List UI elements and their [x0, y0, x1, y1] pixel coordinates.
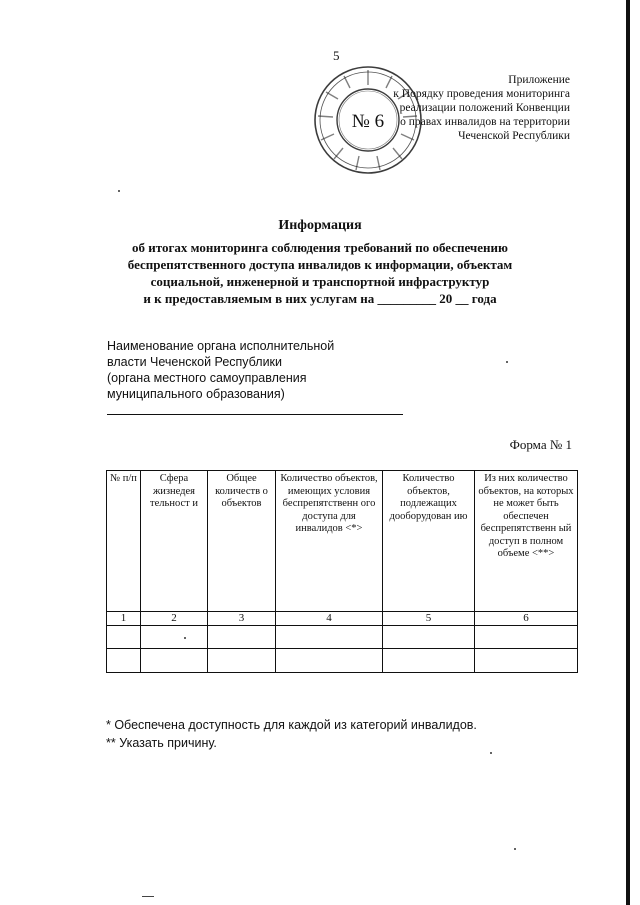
header-cell-total: Общее количеств о объектов — [208, 471, 276, 612]
subtitle-line: и к предоставляемым в них услугам на _________ 20 __ года — [143, 291, 497, 306]
organization-line: муниципального образования) — [107, 387, 285, 401]
organization-name-block — [107, 338, 334, 402]
footnotes — [106, 716, 477, 752]
stamp-number: № 6 — [351, 111, 385, 132]
table-cell — [141, 626, 208, 649]
scan-mark — [142, 896, 154, 897]
organization-line: Наименование органа исполнительной — [107, 339, 335, 353]
page-number: 5 — [333, 48, 340, 63]
document-subtitle — [0, 239, 640, 307]
form-number: Форма № 1 — [509, 437, 572, 452]
document-title: Информация — [278, 218, 362, 233]
table-cell — [276, 626, 383, 649]
table-row — [107, 626, 578, 649]
table-cell — [383, 626, 475, 649]
organization-line: власти Чеченской Республики — [107, 355, 283, 369]
scan-speck — [184, 637, 186, 639]
column-number: 1 — [107, 612, 141, 626]
column-number: 2 — [141, 612, 208, 626]
appendix-line: Приложение — [508, 74, 570, 86]
column-number: 6 — [475, 612, 578, 626]
header-cell-accessible: Количество объектов, имеющих условия беспрепятственн ого доступа для инвалидов <*> — [276, 471, 383, 612]
column-number-row — [107, 612, 578, 626]
subtitle-line: беспрепятственного доступа инвалидов к информации, объектам — [127, 257, 513, 272]
header-cell-number: № п/п — [107, 471, 141, 612]
organization-underline — [107, 414, 403, 415]
table-cell — [475, 626, 578, 649]
scan-speck — [506, 361, 508, 363]
scan-speck — [118, 190, 120, 192]
organization-line: (органа местного самоуправления — [107, 371, 307, 385]
footnote: ** Указать причину. — [106, 736, 217, 750]
table-cell — [475, 649, 578, 673]
appendix-line: к Порядку проведения мониторинга — [393, 88, 570, 100]
column-number: 4 — [276, 612, 383, 626]
appendix-line: реализации положений Конвенции — [399, 102, 570, 114]
table-cell — [383, 649, 475, 673]
scan-speck — [514, 848, 516, 850]
subtitle-line: социальной, инженерной и транспортной инфраструктур — [150, 274, 490, 289]
table-cell — [208, 626, 276, 649]
column-number: 3 — [208, 612, 276, 626]
header-cell-not-accessible: Из них количество объектов, на которых не может быть обеспечен беспрепятственн ый доступ в полном объеме <**> — [475, 471, 578, 612]
table-row — [107, 649, 578, 673]
scan-speck — [490, 752, 492, 754]
appendix-line: Чеченской Республики — [458, 130, 570, 142]
table-cell — [107, 626, 141, 649]
footnote: * Обеспечена доступность для каждой из категорий инвалидов. — [106, 718, 477, 732]
appendix-note — [393, 73, 570, 143]
column-number: 5 — [383, 612, 475, 626]
subtitle-line: об итогах мониторинга соблюдения требований по обеспечению — [132, 240, 508, 255]
header-cell-sphere: Сфера жизнедея тельност и — [141, 471, 208, 612]
scan-edge-border — [626, 0, 630, 905]
header-cell-to-equip: Количество объектов, подлежащих дооборудован ию — [383, 471, 475, 612]
table-header-row — [107, 471, 578, 612]
appendix-line: о правах инвалидов на территории — [400, 116, 570, 128]
table-cell — [208, 649, 276, 673]
table-cell — [276, 649, 383, 673]
table-cell — [141, 649, 208, 673]
monitoring-table — [106, 470, 578, 673]
table-cell — [107, 649, 141, 673]
